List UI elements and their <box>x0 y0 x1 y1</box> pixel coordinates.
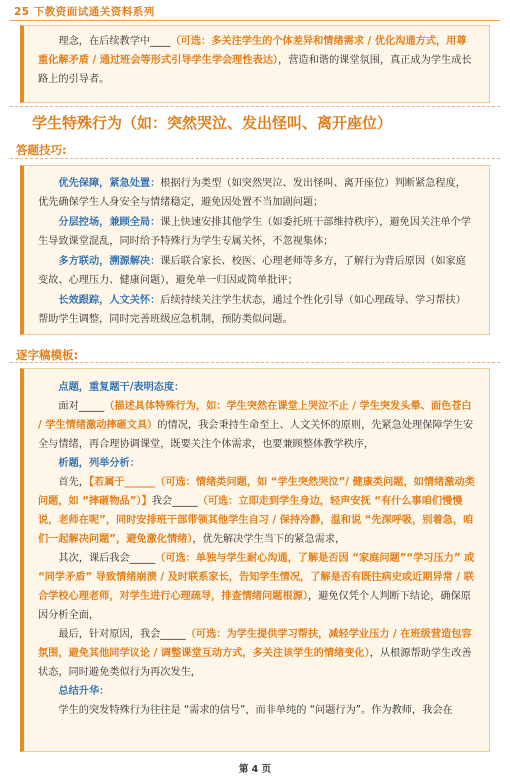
p4-text-b: ，从根源帮助学生改善状态，同时避免类似行为再次发生， <box>38 648 472 678</box>
intro-text-2: ，营造和谐的课堂氛围，真正成为学生成长路上的引导者。 <box>38 55 472 85</box>
p4-text-a: 最后，针对原因，我会 <box>58 629 161 640</box>
tip-label: 多方联动，溯源解决： <box>58 256 161 267</box>
tip-item <box>38 213 475 251</box>
tip-text: 课上快速安排其他学生（如委托班干部维持秩序），避免因关注单个学生导致课堂混乱，同时给予特殊行为学生专属关怀，不忽视集体； <box>38 217 471 247</box>
section-title: 学生特殊行为（如：突然哭泣、发出怪叫、离开座位） <box>32 114 393 132</box>
p2-option-2: （可选：立即走到学生身边，轻声安抚 “有什么事咱们慢慢说，老师在呢”，同时安排班干部带领其他学生自习 / 保持冷静，温和说 “先深呼吸，别着急，咱们一起解决问题”，避免激化情绪） <box>38 496 474 545</box>
tip-text: 根据行为类型（如突然哭泣、发出怪叫、离开座位）判断紧急程度，优先确保学生人身安全与情绪稳定，避免因处置不当加剧问题； <box>38 178 466 208</box>
template-paragraph-3 <box>38 549 475 625</box>
intro-text-1: 理念，在后续教学中 <box>58 36 151 47</box>
divider-1 <box>10 106 500 107</box>
p4-option: （可选：为学生提供学习帮扶，减轻学业压力 / 在班级营造包容氛围，避免其他同学议论 / 调整课堂互动方式，多关注该学生的情绪变化） <box>38 629 472 659</box>
p4-blank: _____ <box>160 629 186 640</box>
template-paragraph-2 <box>38 473 475 549</box>
tip-item <box>38 174 475 212</box>
p1-text-a: 面对 <box>58 401 79 412</box>
intro-option-text: （可选：多关注学生的个体差异和情绪需求 / 优化沟通方式，用尊重化解矛盾 / 通过班会等形式引导学生学会理性表达） <box>38 36 467 66</box>
page-number: 第 4 页 <box>238 764 272 775</box>
tip-label: 分层控场，兼顾全局： <box>58 217 161 228</box>
tip-label: 优先保障，紧急处置： <box>58 178 161 189</box>
step-label-1: 点题，重复题干/表明态度： <box>58 382 185 393</box>
divider-2 <box>10 158 500 159</box>
p1-text-b: 的情况，我会秉持生命至上、人文关怀的原则，先紧急处理保障学生安全与情绪，再合理协调课堂，既要关注个体需求，也要兼顾整体教学秩序， <box>38 420 474 450</box>
p2-text-a: 首先， <box>58 477 89 488</box>
p1-option: （描述具体特殊行为，如：学生突然在课堂上哭泣不止 / 学生突发头晕、面色苍白 / 学生情绪激动摔砸文具） <box>38 401 472 431</box>
template-paragraph-4 <box>38 625 475 682</box>
tips-heading: 答题技巧: <box>16 143 67 157</box>
template-paragraph-1 <box>38 397 475 454</box>
document-series-title: 25 下教资面试通关资料系列 <box>14 6 155 18</box>
p1-blank: _____ <box>78 401 105 412</box>
tip-item <box>38 252 475 290</box>
tip-text: 后续持续关注学生状态，通过个性化引导（如心理疏导、学习帮扶）帮助学生调整，同时完善班级应急机制，预防类似问题。 <box>38 295 466 325</box>
intro-blank: ____ <box>150 36 171 47</box>
step-label-2: 析题，列举分析： <box>58 458 140 469</box>
p2-text-c: ，优先解决学生当下的紧急需求， <box>192 534 346 545</box>
template-box <box>20 368 490 752</box>
p3-text-b: ，避免仅凭个人判断下结论，确保原因分析全面， <box>38 591 471 621</box>
p2-text-b: 我会 <box>151 496 173 507</box>
divider-3 <box>10 362 500 363</box>
p3-option: （可选：单独与学生耐心沟通，了解是否因 “家庭问题”“学习压力” 或 “同学矛盾” 导致情绪崩溃 / 及时联系家长，告知学生情况，了解是否有既往病史或近期异常 / 联合学校心理老师，对学生进行心理疏导，排查情绪问题根源） <box>38 553 475 602</box>
step-label-3: 总结升华： <box>58 686 110 697</box>
tips-box <box>20 165 490 335</box>
template-paragraph-5: 学生的突发特殊行为往往是 “需求的信号”，而非单纯的 “问题行为”。作为教师，我会在 <box>58 705 453 716</box>
header-divider <box>10 20 500 21</box>
tip-label: 长效跟踪，人文关怀： <box>58 295 161 306</box>
intro-paragraph <box>38 32 475 89</box>
tip-text: 课后联合家长、校医、心理老师等多方，了解行为背后原因（如家庭变故、心理压力、健康问题），避免单一归因或简单批评； <box>38 256 466 286</box>
template-heading: 逐字稿模板: <box>16 348 79 362</box>
p3-blank: _____ <box>129 553 156 564</box>
p2-blank: _____ <box>172 496 198 507</box>
p2-option-1: 【若属于______（可选：情绪类问题，如 “学生突然哭泣”/ 健康类问题，如情绪激动类问题，如 “摔砸物品”）】 <box>38 477 475 507</box>
tip-item <box>38 291 475 329</box>
intro-text-box <box>20 25 490 103</box>
p3-text-a: 其次，课后我会 <box>58 553 130 564</box>
